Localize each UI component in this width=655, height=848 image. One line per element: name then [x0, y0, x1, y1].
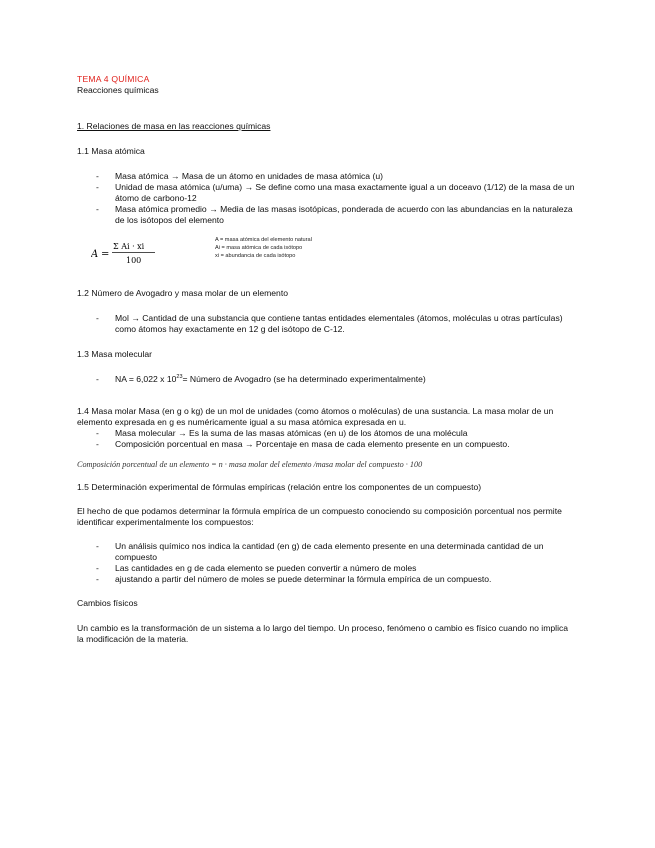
percent-composition-formula: Composición porcentual de un elemento = n · masa molar del elemento /masa molar del compuesto · 100 — [77, 460, 423, 469]
section-1-5-heading: 1.5 Determinación experimental de fórmulas empíricas (relación entre los componentes de un compuesto) — [77, 482, 482, 492]
legend-line: A = masa atómica del elemento natural — [215, 237, 312, 243]
legend-line: Ai = masa atómica de cada isótopo — [215, 245, 303, 251]
formula-denominator: 100 — [126, 256, 142, 265]
formula-image — [91, 238, 161, 268]
formula-legend — [215, 236, 312, 260]
document-page — [77, 74, 577, 645]
legend-line: xi = abundancia de cada isótopo — [215, 253, 296, 259]
atomic-mass-formula — [77, 238, 577, 274]
list-item: - Un análisis químico nos indica la cantidad (en g) de cada elemento presente en una determinada cantidad de un compuesto — [77, 541, 577, 563]
doc-title: TEMA 4 QUÍMICA — [77, 74, 150, 84]
list-item — [77, 374, 577, 385]
list-item: - Masa atómica → Masa de un átomo en unidades de masa atómica (u) — [77, 171, 577, 182]
section-1-heading: 1. Relaciones de masa en las reacciones químicas — [77, 121, 271, 131]
list-item: - Masa molecular → Es la suma de las masas atómicas (en u) de los átomos de una molécula — [77, 428, 577, 439]
list-item: - Unidad de masa atómica (u/uma) → Se define como una masa exactamente igual a un doceavo (1/12) de la masa de un átomo de carbono-12 — [77, 182, 577, 204]
list-item: - ajustando a partir del número de moles se puede determinar la fórmula empírica de un compuesto. — [77, 574, 577, 585]
doc-subtitle: Reacciones químicas — [77, 85, 159, 95]
list-item: - Mol → Cantidad de una substancia que contiene tantas entidades elementales (átomos, moléculas u otras partículas) como átomos hay exactamente en 12 g del isótopo de C-12. — [77, 313, 577, 335]
section-1-5-paragraph: El hecho de que podamos determinar la fórmula empírica de un compuesto conociendo su composición porcentual nos permite identificar experimentalmente los compuestos: — [77, 506, 562, 527]
section-1-1-heading: 1.1 Masa atómica — [77, 146, 145, 156]
section-1-2-heading: 1.2 Número de Avogadro y masa molar de un elemento — [77, 288, 288, 298]
formula-eq: = — [101, 249, 110, 260]
section-1-3-heading: 1.3 Masa molecular — [77, 349, 152, 359]
cambios-paragraph: Un cambio es la transformación de un sistema a lo largo del tiempo. Un proceso, fenómeno o cambio es físico cuando no implica la modificación de la materia. — [77, 623, 569, 644]
list-item: - Composición porcentual en masa → Porcentaje en masa de cada elemento presente en un compuesto. — [77, 439, 577, 450]
section-1-4-paragraph: 1.4 Masa molar Masa (en g o kg) de un mol de unidades (como átomos o moléculas) de una sustancia. La masa molar de un elemento expresada en g es numéricamente igual a su masa atómica expresada en u. — [77, 406, 554, 427]
formula-lhs: A — [91, 249, 99, 260]
na-exponent: 23 — [176, 374, 183, 381]
section-1-4-list — [77, 428, 577, 450]
section-1-1-list — [77, 171, 577, 226]
section-1-3-list — [77, 374, 577, 385]
formula-numerator: Σ Ai · xi — [113, 242, 145, 251]
cambios-heading: Cambios físicos — [77, 598, 138, 608]
list-item: - Las cantidades en g de cada elemento se pueden convertir a número de moles — [77, 563, 577, 574]
list-item: - Masa atómica promedio → Media de las masas isotópicas, ponderada de acuerdo con las abundancias en la naturaleza de los isótopos del elemento — [77, 204, 577, 226]
section-1-2-list — [77, 313, 577, 335]
na-prefix: NA = 6,022 x 10 — [115, 374, 177, 384]
na-suffix: = Número de Avogadro (se ha determinado experimentalmente) — [182, 374, 426, 384]
section-1-5-list — [77, 541, 577, 585]
